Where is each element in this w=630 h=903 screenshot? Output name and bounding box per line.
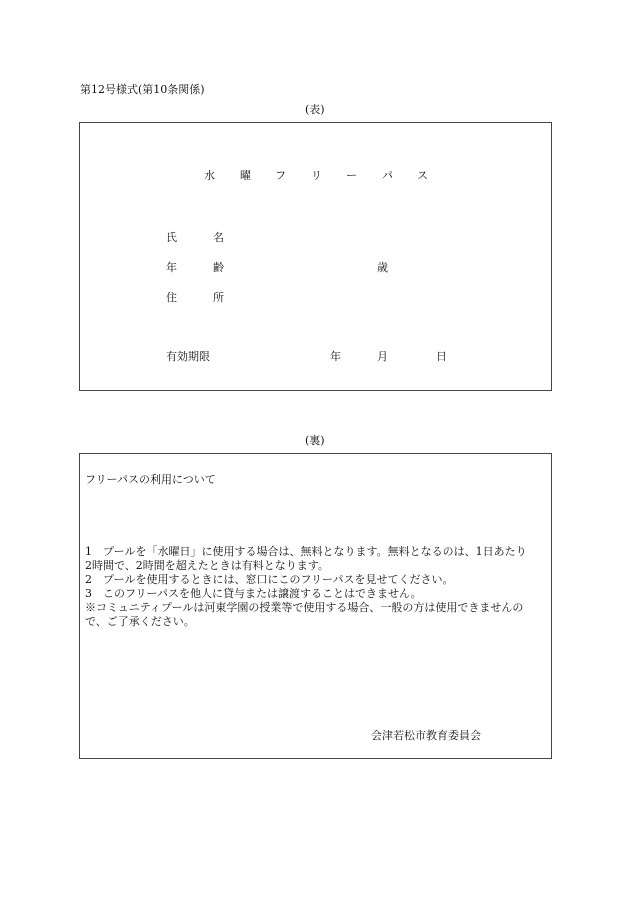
- note-item: [85, 545, 547, 573]
- expiry-day: 日: [436, 350, 447, 363]
- note-line: 3 このフリーパスを他人に貸与または譲渡することはできません。: [85, 587, 422, 600]
- title-char: 曜: [240, 169, 251, 182]
- expiry-year: 年: [330, 350, 341, 363]
- note-line: 2 プールを使用するときには、窓口にこのフリーパスを見せてください。: [85, 573, 454, 586]
- back-heading: フリーパスの利用について: [85, 473, 216, 486]
- name-label-char: 氏: [166, 231, 177, 244]
- note-item: [85, 587, 547, 601]
- note-line: ※コミュニティプールは河東学園の授業等で使用する場合、一般の方は使用できませんの: [85, 601, 524, 614]
- note-line: 1 プールを「水曜日」に使用する場合は、無料となります。無料となるのは、1日あたり: [85, 545, 527, 558]
- note-item: [85, 601, 547, 629]
- name-label-char: 名: [213, 231, 224, 244]
- note-line: で、ご了承ください。: [85, 615, 195, 628]
- back-side-label: (裏): [305, 434, 325, 447]
- title-char: 水: [204, 169, 215, 182]
- front-side-label: (表): [305, 103, 325, 116]
- expiry-label: 有効期限: [166, 350, 210, 363]
- age-unit: 歳: [377, 261, 388, 274]
- age-label-char: 年: [166, 261, 177, 274]
- front-card: [79, 122, 552, 391]
- address-label-char: 住: [166, 291, 177, 304]
- title-char: ス: [417, 169, 428, 182]
- expiry-month: 月: [377, 350, 388, 363]
- title-char: パ: [382, 169, 393, 182]
- usage-notes: [85, 545, 547, 629]
- title-char: フ: [275, 169, 286, 182]
- address-label-char: 所: [213, 291, 224, 304]
- issuer: 会津若松市教育委員会: [371, 729, 481, 742]
- title-char: リ: [311, 169, 322, 182]
- age-label-char: 齢: [213, 261, 224, 274]
- note-line: 2時間で、2時間を超えたときは有料となります。: [85, 559, 329, 572]
- form-id: 第12号様式(第10条関係): [80, 83, 205, 96]
- title-char: ー: [346, 169, 357, 182]
- note-item: [85, 573, 547, 587]
